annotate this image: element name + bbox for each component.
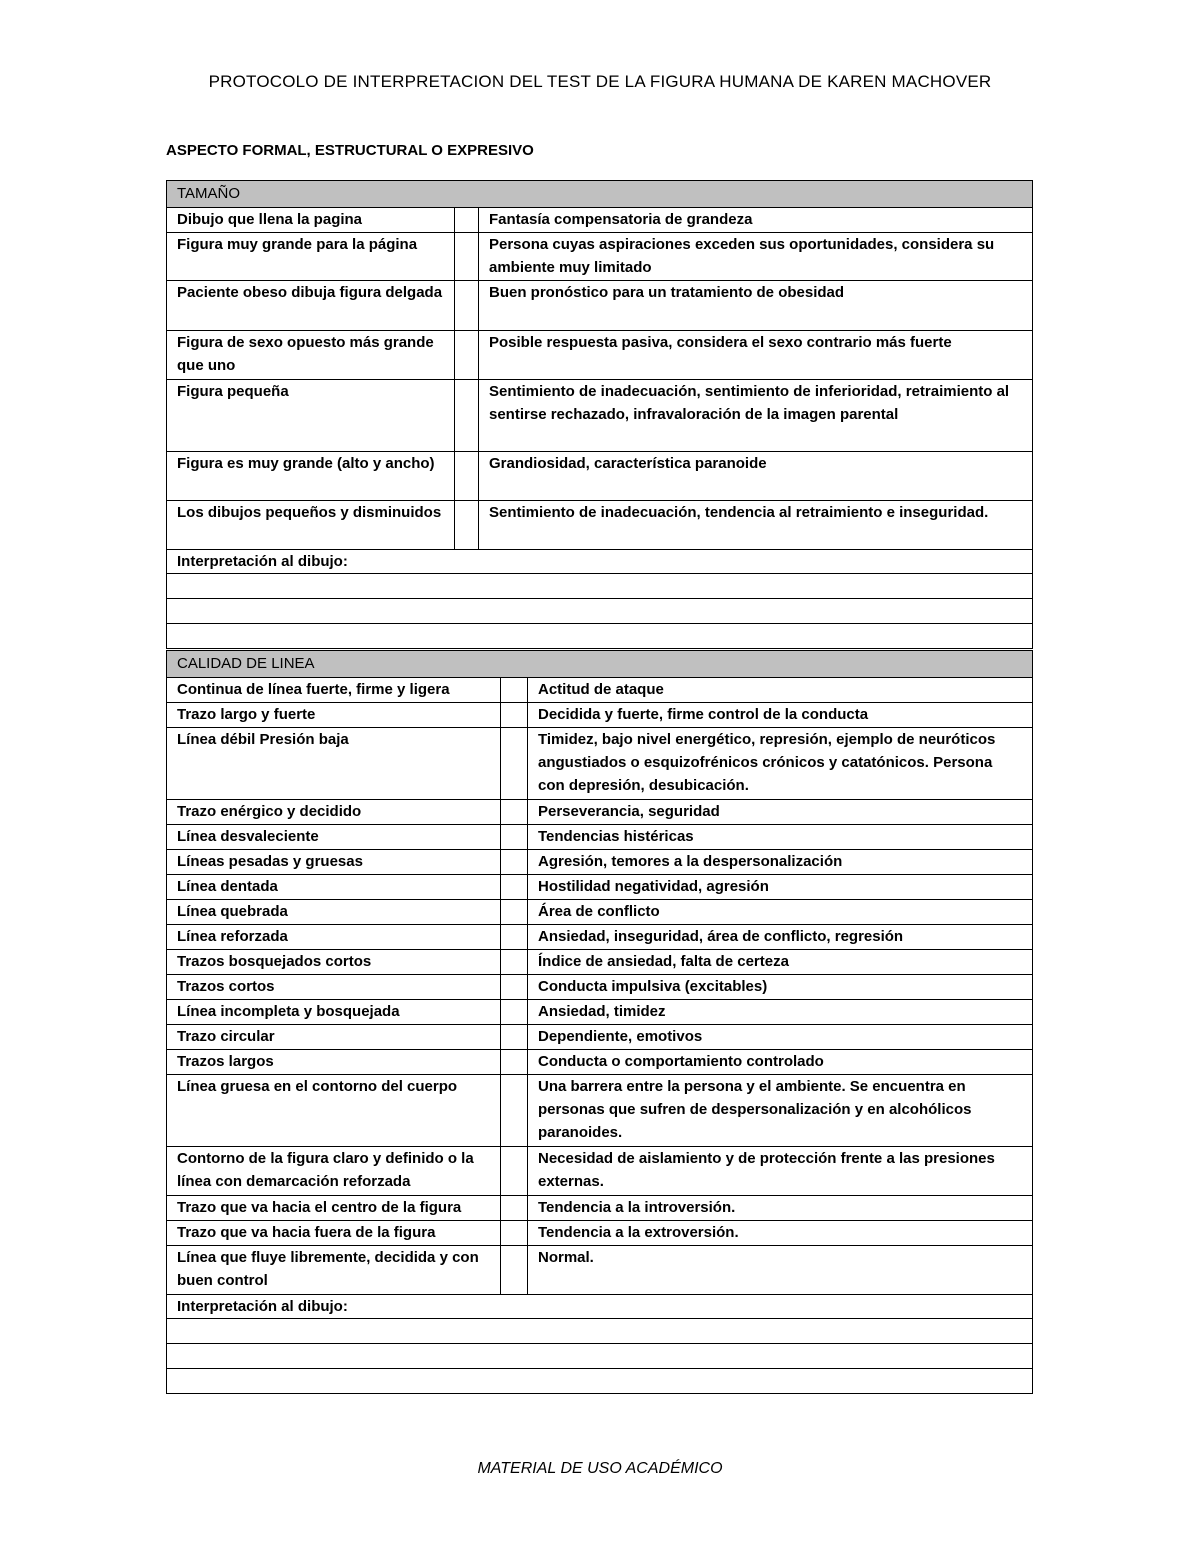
- mark-checkbox[interactable]: [501, 1050, 528, 1075]
- interpretation-field[interactable]: [167, 1344, 1033, 1369]
- mark-checkbox[interactable]: [501, 678, 528, 703]
- meaning-cell: Necesidad de aislamiento y de protección frente a las presiones externas.: [528, 1147, 1033, 1196]
- aspect-cell: Figura de sexo opuesto más grande que uno: [167, 331, 455, 380]
- table-row: [167, 875, 1033, 900]
- aspect-cell: Trazo que va hacia fuera de la figura: [167, 1221, 501, 1246]
- table-row: [167, 900, 1033, 925]
- mark-checkbox[interactable]: [501, 850, 528, 875]
- meaning-cell: Posible respuesta pasiva, considera el sexo contrario más fuerte: [479, 331, 1033, 380]
- meaning-cell: Tendencia a la introversión.: [528, 1196, 1033, 1221]
- table-row: [167, 1050, 1033, 1075]
- meaning-cell: Normal.: [528, 1246, 1033, 1295]
- table-header-tamano: TAMAÑO: [167, 181, 1033, 208]
- meaning-cell: Ansiedad, inseguridad, área de conflicto, regresión: [528, 925, 1033, 950]
- mark-checkbox[interactable]: [501, 975, 528, 1000]
- table-row: [167, 1000, 1033, 1025]
- mark-checkbox[interactable]: [501, 925, 528, 950]
- aspect-cell: Continua de línea fuerte, firme y ligera: [167, 678, 501, 703]
- table-tamano: [166, 180, 1033, 649]
- aspect-cell: Línea dentada: [167, 875, 501, 900]
- mark-checkbox[interactable]: [501, 900, 528, 925]
- aspect-cell: Los dibujos pequeños y disminuidos: [167, 501, 455, 550]
- table-row: [167, 1075, 1033, 1147]
- aspect-cell: Línea gruesa en el contorno del cuerpo: [167, 1075, 501, 1147]
- interpretation-row: [167, 1295, 1033, 1319]
- meaning-cell: Tendencia a la extroversión.: [528, 1221, 1033, 1246]
- table-row: [167, 1196, 1033, 1221]
- interpretation-line[interactable]: [167, 1319, 1033, 1344]
- meaning-cell: Sentimiento de inadecuación, sentimiento de inferioridad, retraimiento al sentirse rechazado, infravaloración de la imagen parental: [479, 380, 1033, 452]
- mark-checkbox[interactable]: [501, 1221, 528, 1246]
- aspect-cell: Línea que fluye libremente, decidida y con buen control: [167, 1246, 501, 1295]
- interpretation-line[interactable]: [167, 1344, 1033, 1369]
- aspect-cell: Contorno de la figura claro y definido o la línea con demarcación reforzada: [167, 1147, 501, 1196]
- aspect-cell: Dibujo que llena la pagina: [167, 208, 455, 233]
- interpretation-field[interactable]: [167, 599, 1033, 624]
- table-row: [167, 208, 1033, 233]
- aspect-cell: Trazos largos: [167, 1050, 501, 1075]
- table-row: [167, 678, 1033, 703]
- table-row: [167, 728, 1033, 800]
- mark-checkbox[interactable]: [501, 728, 528, 800]
- mark-checkbox[interactable]: [455, 208, 479, 233]
- table-row: [167, 925, 1033, 950]
- interpretation-field[interactable]: [167, 574, 1033, 599]
- table-row: [167, 233, 1033, 281]
- interpretation-field[interactable]: [167, 1369, 1033, 1394]
- meaning-cell: Tendencias histéricas: [528, 825, 1033, 850]
- meaning-cell: Una barrera entre la persona y el ambiente. Se encuentra en personas que sufren de despersonalización y en alcohólicos paranoides.: [528, 1075, 1033, 1147]
- mark-checkbox[interactable]: [501, 1196, 528, 1221]
- meaning-cell: Área de conflicto: [528, 900, 1033, 925]
- interpretation-line[interactable]: [167, 599, 1033, 624]
- mark-checkbox[interactable]: [501, 950, 528, 975]
- meaning-cell: Fantasía compensatoria de grandeza: [479, 208, 1033, 233]
- aspect-cell: Figura pequeña: [167, 380, 455, 452]
- table-row: [167, 950, 1033, 975]
- aspect-cell: Línea desvaleciente: [167, 825, 501, 850]
- table-row: [167, 331, 1033, 380]
- aspect-cell: Figura muy grande para la página: [167, 233, 455, 281]
- meaning-cell: Hostilidad negatividad, agresión: [528, 875, 1033, 900]
- table-header-row: [167, 651, 1033, 678]
- meaning-cell: Grandiosidad, característica paranoide: [479, 452, 1033, 501]
- table-header-calidad: CALIDAD DE LINEA: [167, 651, 1033, 678]
- interpretation-field[interactable]: [167, 624, 1033, 649]
- mark-checkbox[interactable]: [455, 331, 479, 380]
- meaning-cell: Sentimiento de inadecuación, tendencia al retraimiento e inseguridad.: [479, 501, 1033, 550]
- table-row: [167, 703, 1033, 728]
- aspect-cell: Línea incompleta y bosquejada: [167, 1000, 501, 1025]
- section-heading: ASPECTO FORMAL, ESTRUCTURAL O EXPRESIVO: [166, 142, 534, 159]
- interpretation-label: Interpretación al dibujo:: [167, 550, 1033, 574]
- mark-checkbox[interactable]: [455, 380, 479, 452]
- meaning-cell: Decidida y fuerte, firme control de la conducta: [528, 703, 1033, 728]
- table-row: [167, 800, 1033, 825]
- meaning-cell: Índice de ansiedad, falta de certeza: [528, 950, 1033, 975]
- meaning-cell: Conducta impulsiva (excitables): [528, 975, 1033, 1000]
- mark-checkbox[interactable]: [455, 501, 479, 550]
- footer: MATERIAL DE USO ACADÉMICO: [477, 1460, 723, 1477]
- mark-checkbox[interactable]: [501, 1246, 528, 1295]
- table-row: [167, 380, 1033, 452]
- aspect-cell: Trazo enérgico y decidido: [167, 800, 501, 825]
- interpretation-field[interactable]: [167, 1319, 1033, 1344]
- interpretation-line[interactable]: [167, 624, 1033, 649]
- mark-checkbox[interactable]: [455, 452, 479, 501]
- meaning-cell: Buen pronóstico para un tratamiento de obesidad: [479, 281, 1033, 331]
- table-row: [167, 452, 1033, 501]
- table-row: [167, 975, 1033, 1000]
- table-calidad-de-linea: [166, 650, 1033, 1394]
- meaning-cell: Timidez, bajo nivel energético, represión, ejemplo de neuróticos angustiados o esquizofrénicos crónicos y catatónicos. Persona con depresión, desubicación.: [528, 728, 1033, 800]
- mark-checkbox[interactable]: [501, 1147, 528, 1196]
- mark-checkbox[interactable]: [501, 1075, 528, 1147]
- table-row: [167, 501, 1033, 550]
- page-title: PROTOCOLO DE INTERPRETACION DEL TEST DE LA FIGURA HUMANA DE KAREN MACHOVER: [208, 72, 992, 91]
- meaning-cell: Actitud de ataque: [528, 678, 1033, 703]
- table-row: [167, 850, 1033, 875]
- aspect-cell: Trazo circular: [167, 1025, 501, 1050]
- aspect-cell: Figura es muy grande (alto y ancho): [167, 452, 455, 501]
- aspect-cell: Trazos cortos: [167, 975, 501, 1000]
- interpretation-label: Interpretación al dibujo:: [167, 1295, 1033, 1319]
- mark-checkbox[interactable]: [455, 233, 479, 281]
- table-header-row: [167, 181, 1033, 208]
- interpretation-line[interactable]: [167, 1369, 1033, 1394]
- table-row: [167, 1147, 1033, 1196]
- aspect-cell: Trazos bosquejados cortos: [167, 950, 501, 975]
- mark-checkbox[interactable]: [501, 800, 528, 825]
- meaning-cell: Dependiente, emotivos: [528, 1025, 1033, 1050]
- mark-checkbox[interactable]: [501, 1000, 528, 1025]
- meaning-cell: Persona cuyas aspiraciones exceden sus oportunidades, considera su ambiente muy limitado: [479, 233, 1033, 281]
- mark-checkbox[interactable]: [501, 875, 528, 900]
- meaning-cell: Perseverancia, seguridad: [528, 800, 1033, 825]
- aspect-cell: Línea débil Presión baja: [167, 728, 501, 800]
- table-row: [167, 1025, 1033, 1050]
- aspect-cell: Línea reforzada: [167, 925, 501, 950]
- meaning-cell: Conducta o comportamiento controlado: [528, 1050, 1033, 1075]
- aspect-cell: Trazo que va hacia el centro de la figura: [167, 1196, 501, 1221]
- table-row: [167, 1221, 1033, 1246]
- aspect-cell: Paciente obeso dibuja figura delgada: [167, 281, 455, 331]
- table-row: [167, 825, 1033, 850]
- table-row: [167, 281, 1033, 331]
- aspect-cell: Línea quebrada: [167, 900, 501, 925]
- aspect-cell: Trazo largo y fuerte: [167, 703, 501, 728]
- interpretation-line[interactable]: [167, 574, 1033, 599]
- mark-checkbox[interactable]: [501, 1025, 528, 1050]
- aspect-cell: Líneas pesadas y gruesas: [167, 850, 501, 875]
- mark-checkbox[interactable]: [501, 703, 528, 728]
- mark-checkbox[interactable]: [455, 281, 479, 331]
- table-row: [167, 1246, 1033, 1295]
- mark-checkbox[interactable]: [501, 825, 528, 850]
- interpretation-row: [167, 550, 1033, 574]
- meaning-cell: Ansiedad, timidez: [528, 1000, 1033, 1025]
- meaning-cell: Agresión, temores a la despersonalización: [528, 850, 1033, 875]
